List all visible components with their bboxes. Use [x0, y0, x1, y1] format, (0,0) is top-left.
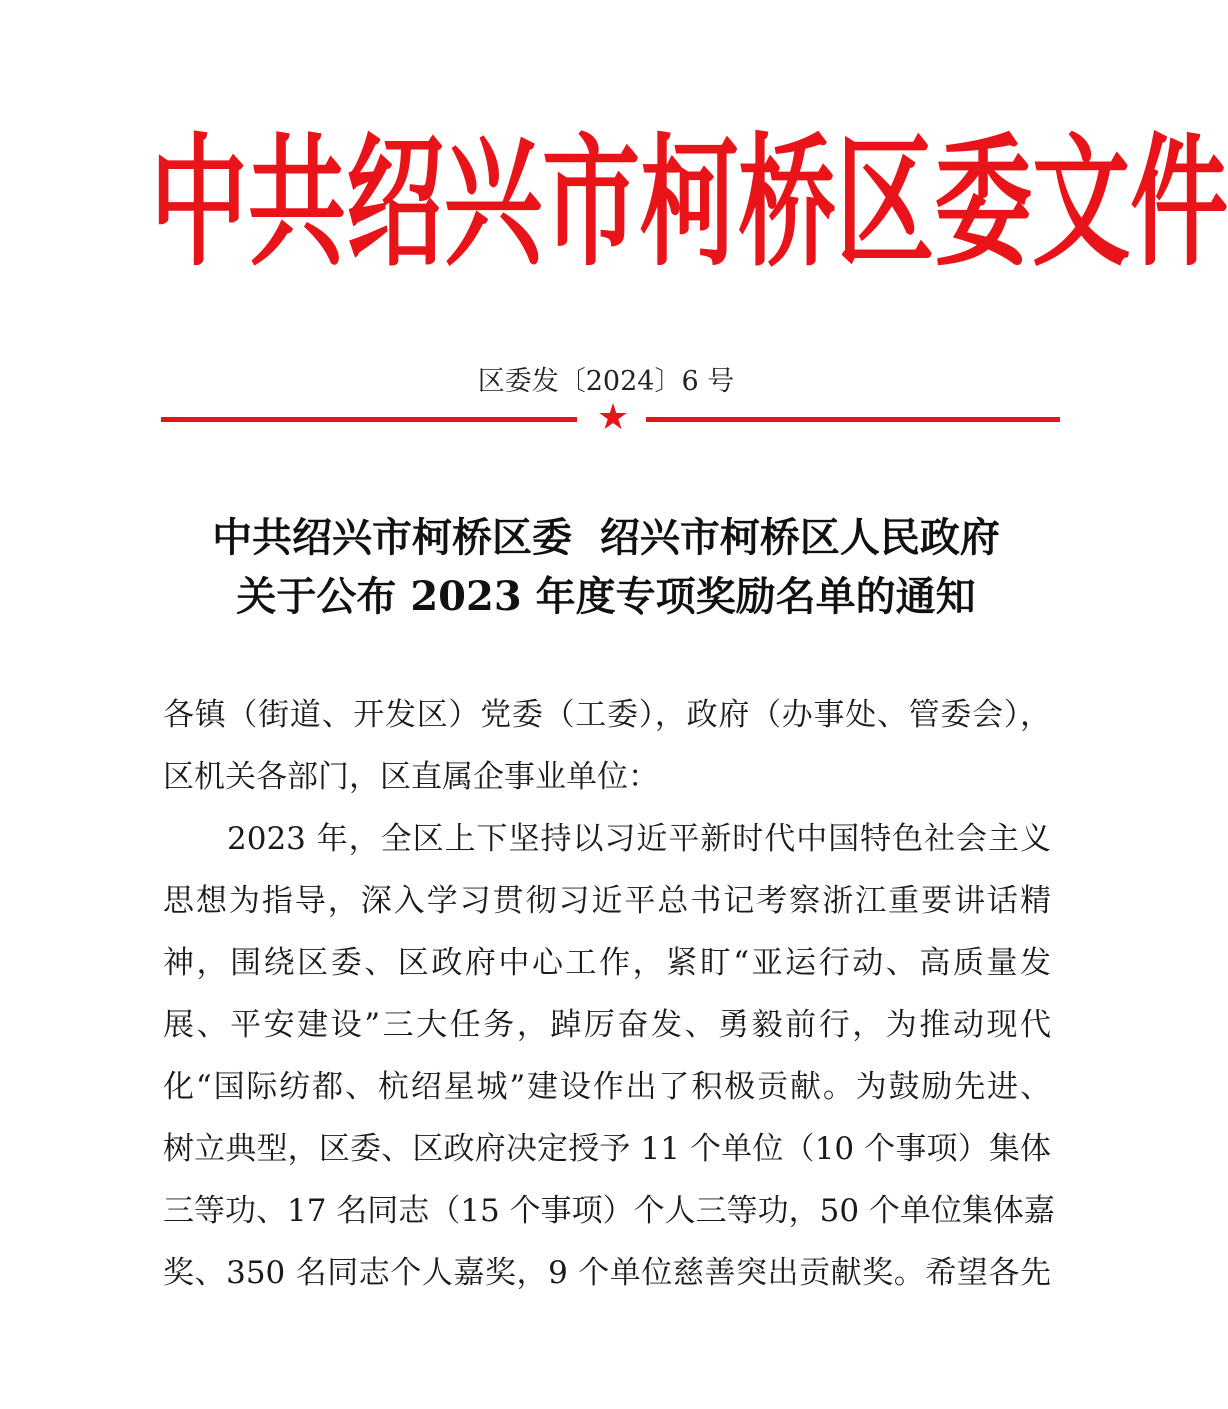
masthead-char: 文	[1032, 121, 1131, 287]
addressee-line: 各镇（街道、开发区）党委（工委），政府（办事处、管委会），	[163, 697, 1051, 733]
document-title-line-1: 中共绍兴市柯桥区委 绍兴市柯桥区人民政府	[212, 514, 1000, 561]
paragraph-line: 奖、350 名同志个人嘉奖，9 个单位慈善突出贡献奖。希望各先	[163, 1255, 1051, 1291]
paragraph-line: 思想为指导，深入学习贯彻习近平总书记考察浙江重要讲话精	[163, 883, 1051, 919]
red-separator-left	[161, 417, 577, 422]
body-paragraph	[163, 808, 1055, 1304]
paragraph-line: 三等功、17 名同志（15 个事项）个人三等功，50 个单位集体嘉	[163, 1193, 1055, 1229]
masthead-char: 绍	[346, 121, 445, 287]
addressee-block	[163, 684, 1051, 808]
masthead-char: 中	[150, 121, 249, 287]
masthead-char: 市	[542, 121, 641, 287]
document-number: 区委发〔2024〕6 号	[477, 366, 735, 397]
red-separator-right	[646, 417, 1060, 422]
red-star-icon: ★	[596, 397, 630, 438]
paragraph-line: 神，围绕区委、区政府中心工作，紧盯“亚运行动、高质量发	[163, 945, 1051, 981]
paragraph-line: 2023 年，全区上下坚持以习近平新时代中国特色社会主义	[227, 821, 1051, 857]
masthead-char: 件	[1130, 121, 1228, 287]
document-masthead	[150, 121, 1228, 287]
masthead-char: 柯	[640, 121, 739, 287]
masthead-char: 共	[248, 121, 347, 287]
addressee-line: 区机关各部门，区直属企事业单位：	[163, 759, 659, 795]
masthead-char: 委	[934, 121, 1033, 287]
paragraph-line: 化“国际纺都、杭绍星城”建设作出了积极贡献。为鼓励先进、	[163, 1069, 1051, 1105]
masthead-char: 区	[836, 121, 935, 287]
masthead-char: 兴	[444, 121, 543, 287]
masthead-char: 桥	[738, 121, 837, 287]
paragraph-line: 展、平安建设”三大任务，踔厉奋发、勇毅前行，为推动现代	[163, 1007, 1051, 1043]
document-title-line-2: 关于公布 2023 年度专项奖励名单的通知	[236, 573, 976, 620]
paragraph-line: 树立典型，区委、区政府决定授予 11 个单位（10 个事项）集体	[163, 1131, 1051, 1167]
